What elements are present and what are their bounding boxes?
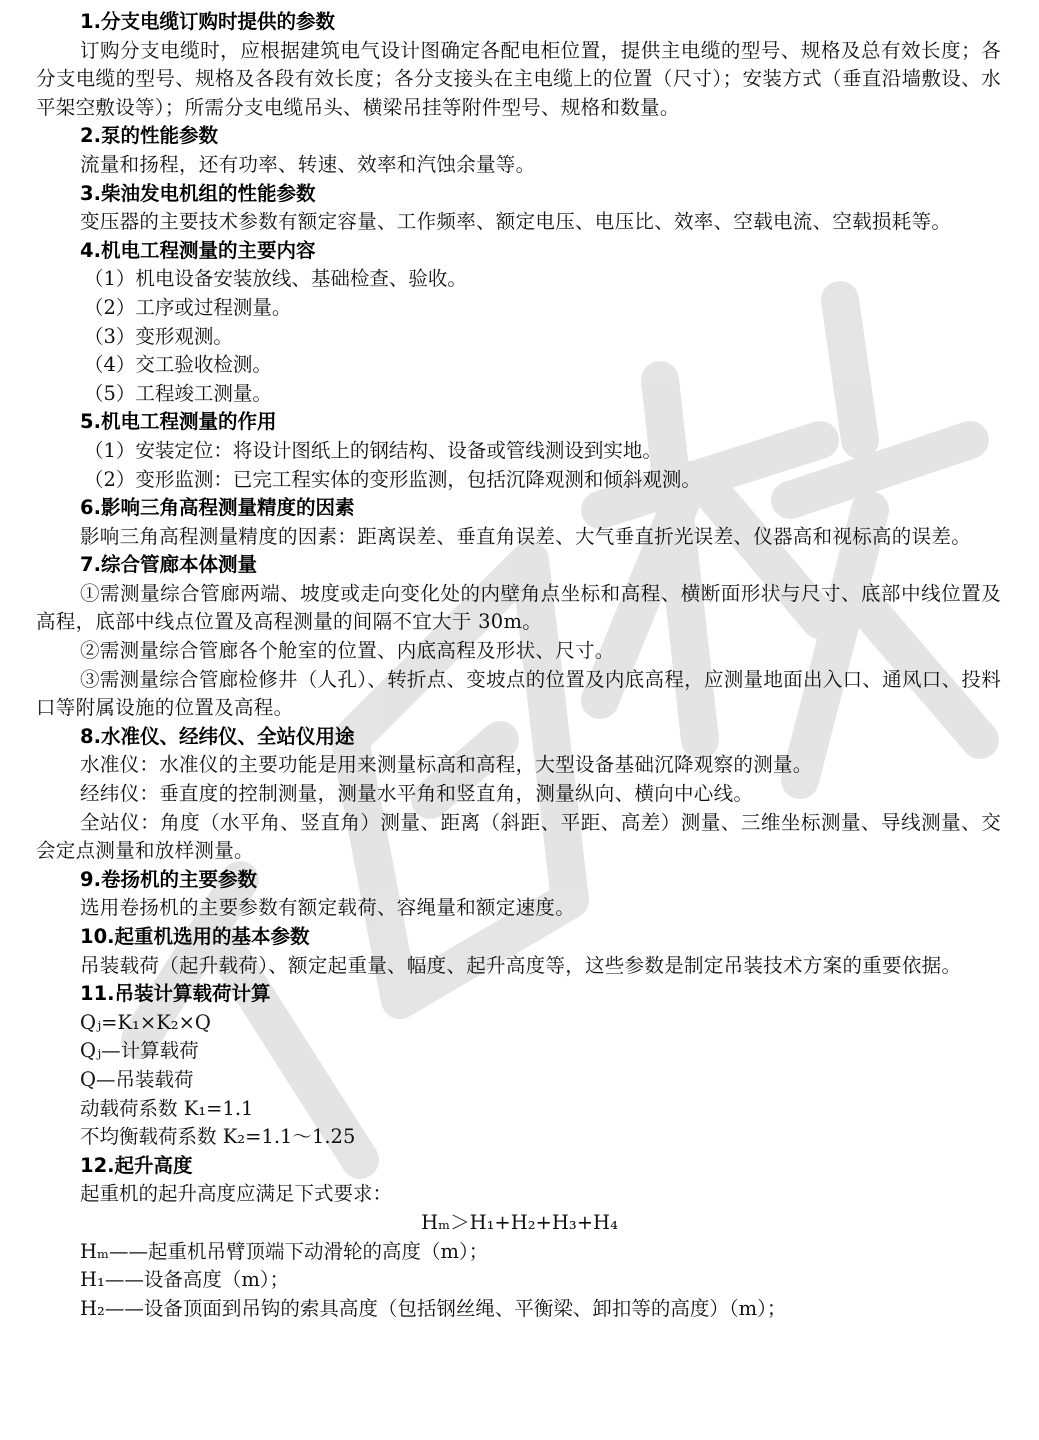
section-title: 2.泵的性能参数 [80, 124, 218, 148]
paragraph: 影响三角高程测量精度的因素：距离误差、垂直角误差、大气垂直折光误差、仪器高和视标高的误差。 [80, 524, 972, 548]
formula-line: Q—吊装载荷 [80, 1067, 194, 1091]
formula-line: 动载荷系数 K₁=1.1 [80, 1096, 254, 1120]
list-item: （1）机电设备安装放线、基础检查、验收。 [84, 267, 467, 291]
paragraph: 选用卷扬机的主要参数有额定载荷、容绳量和额定速度。 [80, 896, 576, 920]
section-title: 9.卷扬机的主要参数 [80, 867, 257, 891]
paragraph: 订购分支电缆时，应根据建筑电气设计图确定各配电柜位置，提供主电缆的型号、规格及总有效长度；各分支电缆的型号、规格及各段有效长度；各分支接头在主电缆上的位置（尺寸）；安装方式（垂直沿墙敷设、水平架空敷设等）；所需分支电缆吊头、横梁吊挂等附件型号、规格和数量。 [36, 38, 1001, 119]
section-title: 5.机电工程测量的作用 [80, 410, 277, 434]
section-title: 12.起升高度 [80, 1153, 193, 1177]
formula-line: H₁——设备高度（m）； [80, 1268, 290, 1292]
paragraph: 水准仪：水准仪的主要功能是用来测量标高和高程，大型设备基础沉降观察的测量。 [80, 753, 813, 777]
section-title: 1.分支电缆订购时提供的参数 [80, 10, 335, 33]
paragraph: 全站仪：角度（水平角、竖直角）测量、距离（斜距、平距、高差）测量、三维坐标测量、导线测量、交会定点测量和放样测量。 [36, 810, 1001, 863]
formula-line: H₂——设备顶面到吊钩的索具高度（包括钢丝绳、平衡梁、卸扣等的高度）（m）； [80, 1296, 787, 1320]
section-title: 11.吊装计算载荷计算 [80, 982, 271, 1006]
section-title: 4.机电工程测量的主要内容 [80, 238, 316, 262]
list-item: （2）工序或过程测量。 [84, 295, 292, 319]
paragraph: ①需测量综合管廊两端、坡度或走向变化处的内壁角点坐标和高程、横断面形状与尺寸、底部中线位置及高程，底部中线点位置及高程测量的间隔不宜大于 30m。 [36, 581, 1001, 634]
formula-line: 不均衡载荷系数 K₂=1.1～1.25 [80, 1125, 356, 1149]
document-page [0, 8, 1039, 1323]
formula-line: Hₘ——起重机吊臂顶端下动滑轮的高度（m）； [80, 1239, 489, 1263]
section-title: 7.综合管廊本体测量 [80, 553, 257, 577]
list-item: （3）变形观测。 [84, 324, 233, 348]
section-title: 6.影响三角高程测量精度的因素 [80, 496, 355, 520]
list-item: （5）工程竣工测量。 [84, 381, 272, 405]
section-title: 3.柴油发电机组的性能参数 [80, 181, 316, 205]
paragraph: ③需测量综合管廊检修井（人孔）、转折点、变坡点的位置及内底高程，应测量地面出入口、通风口、投料口等附属设施的位置及高程。 [36, 667, 1001, 720]
paragraph: 经纬仪：垂直度的控制测量，测量水平角和竖直角，测量纵向、横向中心线。 [80, 782, 754, 806]
paragraph: 流量和扬程，还有功率、转速、效率和汽蚀余量等。 [80, 152, 536, 176]
paragraph: 变压器的主要技术参数有额定容量、工作频率、额定电压、电压比、效率、空载电流、空载损耗等。 [80, 210, 952, 234]
list-item: （4）交工验收检测。 [84, 353, 272, 377]
paragraph: 起重机的起升高度应满足下式要求： [80, 1182, 393, 1206]
list-item: （1）安装定位：将设计图纸上的钢结构、设备或管线测设到实地。 [84, 438, 662, 462]
section-title: 10.起重机选用的基本参数 [80, 925, 310, 948]
paragraph: ②需测量综合管廊各个舱室的位置、内底高程及形状、尺寸。 [80, 639, 615, 663]
formula-line: Qⱼ—计算载荷 [80, 1039, 199, 1063]
formula: Hₘ＞H₁+H₂+H₃+H₄ [421, 1210, 618, 1234]
section-title: 8.水准仪、经纬仪、全站仪用途 [80, 724, 355, 748]
paragraph: 吊装载荷（起升载荷）、额定起重量、幅度、起升高度等，这些参数是制定吊装技术方案的重要依据。 [80, 953, 962, 977]
list-item: （2）变形监测：已完工程实体的变形监测，包括沉降观测和倾斜观测。 [84, 467, 701, 491]
formula: Qⱼ=K₁×K₂×Q [80, 1010, 211, 1034]
